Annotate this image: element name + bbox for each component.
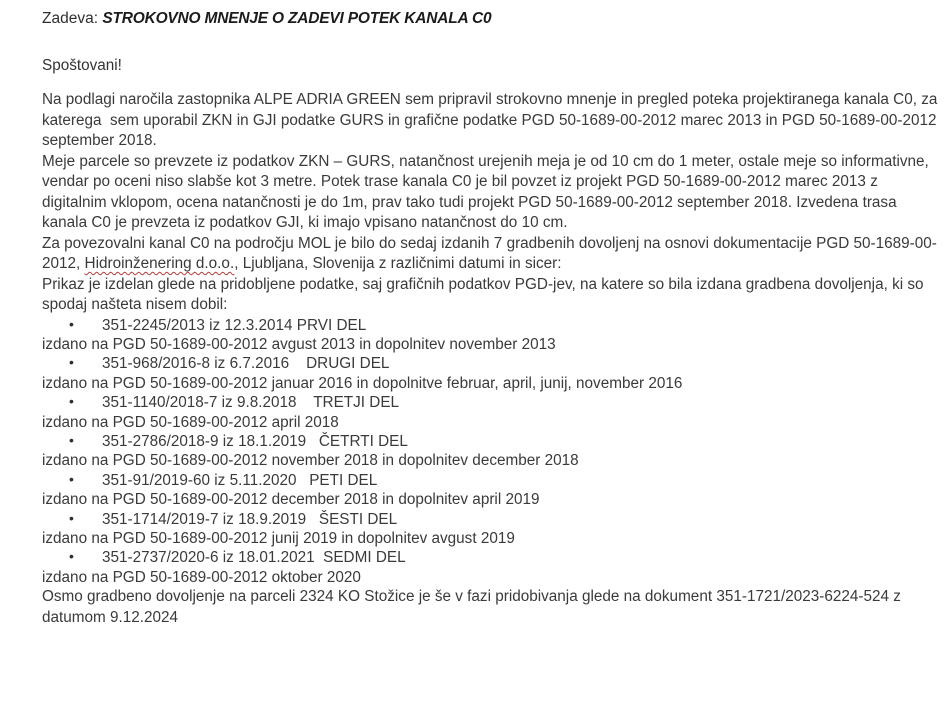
spellcheck-flagged-text: Hidroinženering d.o.o. [84,255,235,272]
permit-list-item [42,354,945,393]
permit-number: 351-1714/2019-7 iz 18.9.2019 ŠESTI DEL [102,510,398,528]
permit-detail: izdano na PGD 50-1689-00-2012 januar 2016 in dopolnitve februar, april, junij, november 2016 [42,374,683,392]
permit-detail: izdano na PGD 50-1689-00-2012 december 2018 in dopolnitev april 2019 [42,491,540,509]
subject-line [42,8,945,29]
permit-detail: izdano na PGD 50-1689-00-2012 november 2018 in dopolnitev december 2018 [42,452,579,470]
permit-number: 351-968/2016-8 iz 6.7.2016 DRUGI DEL [102,355,390,373]
bullet-icon: • [69,393,74,410]
bullet-icon: • [69,354,74,371]
document-content [42,8,945,628]
paragraph-permits [42,234,945,275]
bullet-icon: • [69,470,74,487]
salutation: Spoštovani! [42,57,122,74]
permit-detail: izdano na PGD 50-1689-00-2012 junij 2019 in dopolnitev avgust 2019 [42,529,515,547]
paragraph-boundaries: Meje parcele so prevzete iz podatkov ZKN – GURS, natančnost urejenih meja je od 10 cm do 1 meter, ostale meje so informativne, vendar po oceni niso slabše kot 3 metre. Potek trase kanala C0 je bil povzet iz projekt PGD 50-1689-00-2012 marec 2013 z digitalnim vklopom, ocena natančnosti je do 1m, prav tako tudi projekt PGD 50-1689-00-2012 september 2018. Izvedena trasa kanala C0 je prevzeta iz podatkov GJI, ki imajo vpisano natančnost do 10 cm. [42,152,934,231]
subject-label: Zadeva: [42,10,103,27]
paragraph-intro: Na podlagi naročila zastopnika ALPE ADRIA GREEN sem pripravil strokovno mnenje in pregled poteka projektiranega kanala C0, za katerega sem uporabil ZKN in GJI podatke GURS in grafične podatke PGD 50-1689-00-2012 marec 2013 in PGD 50-1689-00-2012 september 2018. [42,91,942,149]
bullet-icon: • [69,509,74,526]
permit-detail: izdano na PGD 50-1689-00-2012 oktober 2020 [42,568,361,586]
permit-detail: izdano na PGD 50-1689-00-2012 avgust 2013 in dopolnitev november 2013 [42,335,556,353]
permit-number: 351-2245/2013 iz 12.3.2014 PRVI DEL [102,316,367,334]
permit-number: 351-1140/2018-7 iz 9.8.2018 TRETJI DEL [102,394,400,412]
permit-number: 351-2786/2018-9 iz 18.1.2019 ČETRTI DEL [102,432,408,450]
permit-number: 351-91/2019-60 iz 5.11.2020 PETI DEL [102,471,378,489]
permit-detail: izdano na PGD 50-1689-00-2012 april 2018 [42,413,339,431]
bullet-icon: • [69,431,74,448]
bullet-icon: • [69,548,74,565]
paragraph-permits-suffix: , Ljubljana, Slovenija z različnimi datumi in sicer: [234,255,562,272]
permit-list-item [42,548,945,587]
permit-list [42,316,945,588]
permit-list-item [42,471,945,510]
permit-number: 351-2737/2020-6 iz 18.01.2021 SEDMI DEL [102,549,406,567]
permit-list-item [42,510,945,549]
permit-title-row [42,471,945,490]
bullet-icon: • [69,315,74,332]
permit-list-item [42,432,945,471]
paragraph-closing: Osmo gradbeno dovoljenje na parceli 2324 KO Stožice je še v fazi pridobivanja glede na dokument 351-1721/2023-6224-524 z datumom 9.12.2024 [42,588,901,626]
paragraph-permits-prefix: Za povezovalni kanal C0 na področju MOL je bilo do sedaj izdanih 7 gradbenih dovoljenj na osnovi dokumentacije PGD 50-1689-00-2012, [42,234,937,272]
paragraph-note: Prikaz je izdelan glede na pridobljene podatke, saj grafičnih podatkov PGD-jev, na katere so bila izdana gradbena dovoljenja, ki so spodaj našteta nisem dobil: [42,275,924,313]
subject-title: STROKOVNO MNENJE O ZADEVI POTEK KANALA C0 [102,10,492,27]
permit-list-item [42,393,945,432]
permit-title-row [42,510,945,529]
permit-title-row [42,354,945,373]
permit-title-row [42,548,945,567]
permit-title-row [42,432,945,451]
permit-title-row [42,393,945,412]
permit-list-item [42,316,945,355]
permit-title-row [42,316,945,335]
